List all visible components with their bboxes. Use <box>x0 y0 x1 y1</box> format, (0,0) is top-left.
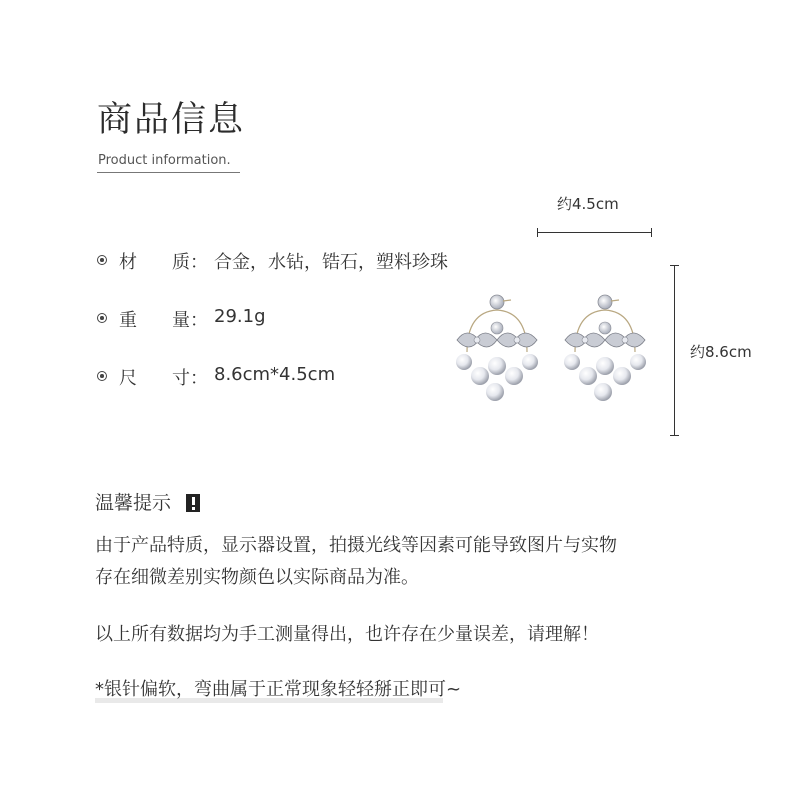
exclamation-box-icon <box>186 494 200 512</box>
spec-colon: ： <box>190 368 208 389</box>
spec-label-char: 重 <box>119 310 137 331</box>
spec-colon: ： <box>190 310 208 331</box>
width-dimension-label: 约4.5cm <box>557 195 619 213</box>
tips-note: *银针偏软，弯曲属于正常现象轻轻掰正即可~ <box>95 679 462 700</box>
page-title: 商品信息 <box>97 100 246 140</box>
spec-colon: ： <box>190 252 208 273</box>
height-dimension-line <box>674 265 675 436</box>
tips-line: 以上所有数据均为手工测量得出，也许存在少量误差，请理解！ <box>95 624 599 645</box>
bullet-icon <box>97 255 107 265</box>
spec-label-char: 材 <box>119 252 137 273</box>
height-dimension-label: 约8.6cm <box>690 343 752 361</box>
bullet-icon <box>97 313 107 323</box>
spec-label-char: 尺 <box>119 368 137 389</box>
spec-value: 29.1g <box>214 306 266 327</box>
bullet-icon <box>97 371 107 381</box>
width-dimension-line <box>537 232 652 233</box>
spec-value: 合金，水钻，锆石，塑料珍珠 <box>214 252 448 273</box>
pearl-bow-earrings-illustration <box>445 282 665 442</box>
spec-label-char: 量 <box>172 310 190 331</box>
page-subtitle: Product information. <box>98 153 231 168</box>
spec-value: 8.6cm*4.5cm <box>214 364 336 385</box>
tips-line: 由于产品特质，显示器设置，拍摄光线等因素可能导致图片与实物 <box>95 535 617 556</box>
tips-line: 存在细微差别实物颜色以实际商品为准。 <box>95 567 419 588</box>
subtitle-underline <box>97 172 240 173</box>
tips-title: 温馨提示 <box>95 492 172 514</box>
spec-label-char: 质 <box>172 252 190 273</box>
spec-label-char: 寸 <box>172 368 190 389</box>
